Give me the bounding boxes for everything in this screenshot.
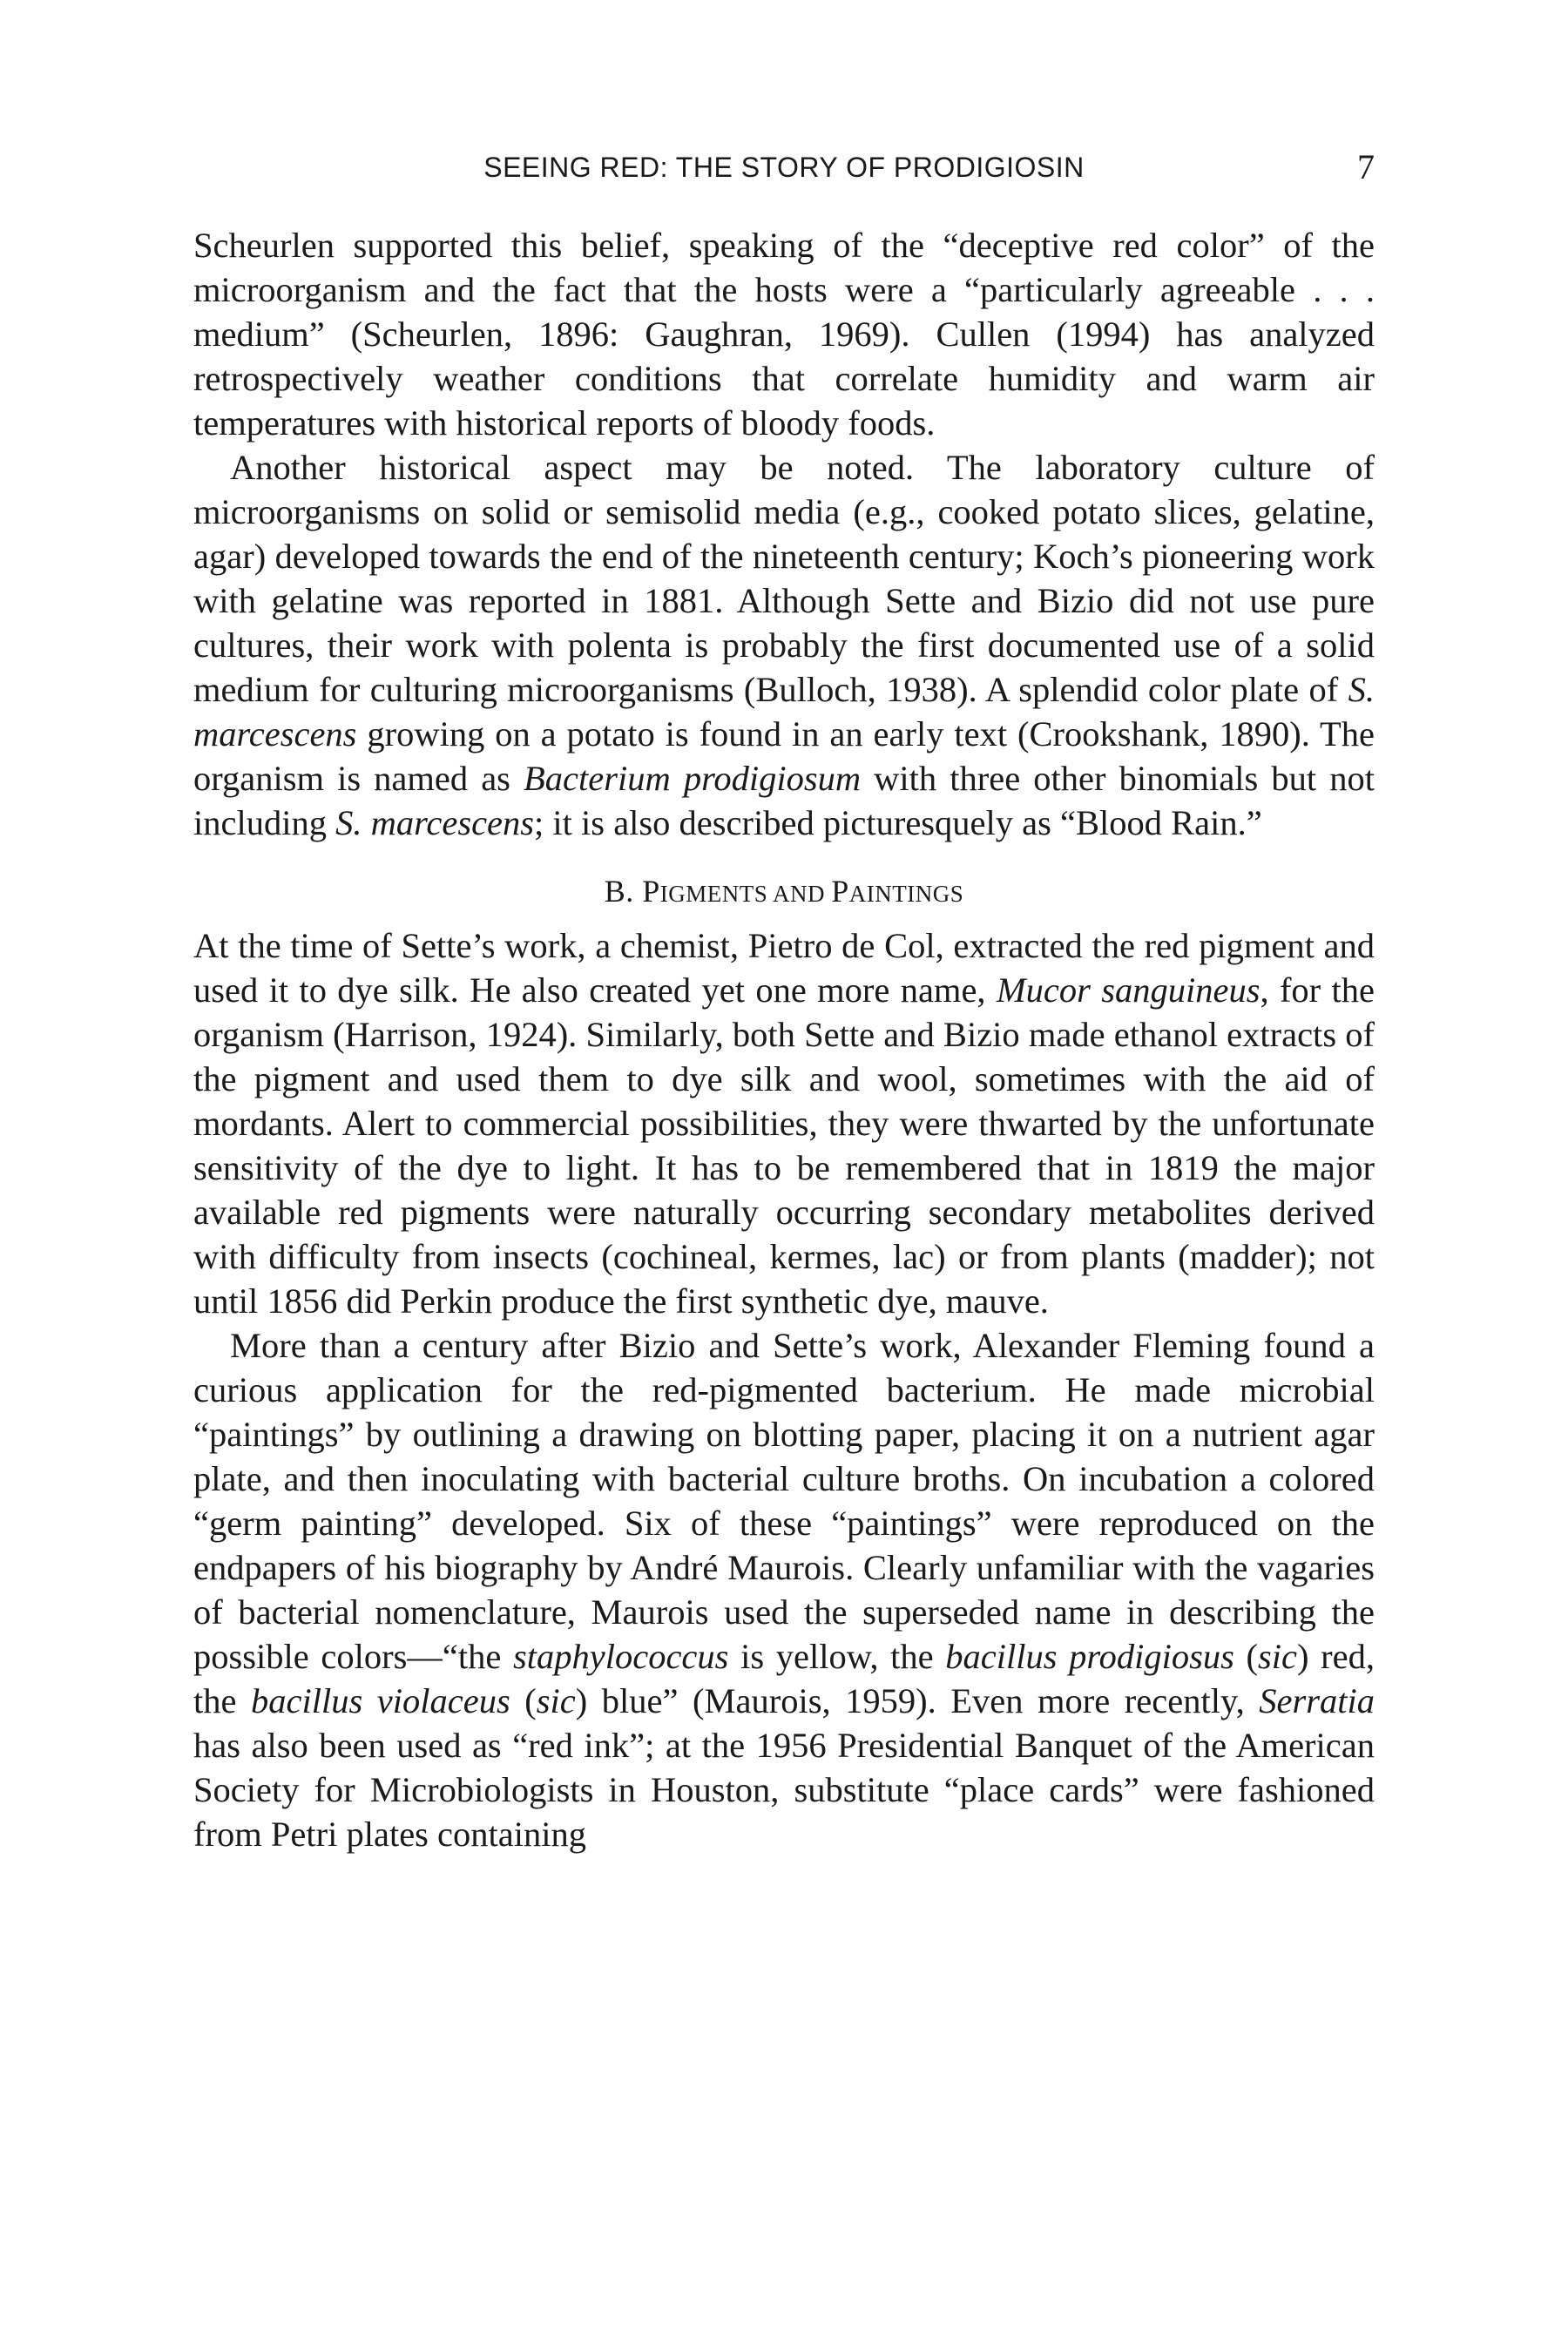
species-name: bacillus prodigiosus bbox=[945, 1637, 1234, 1676]
paragraph-2 bbox=[193, 445, 1375, 845]
running-head-title: SEEING RED: THE STORY OF PRODIGIOSIN bbox=[483, 152, 1085, 183]
species-name: S. marcescens bbox=[335, 803, 535, 842]
paragraph-4-text-3: ( bbox=[1233, 1637, 1259, 1676]
paragraph-4-text-5: ( bbox=[510, 1681, 537, 1720]
section-heading-cap: P bbox=[642, 874, 660, 909]
sic-note: sic bbox=[1258, 1637, 1298, 1676]
section-heading-small-caps: IGMENTS AND bbox=[659, 881, 832, 907]
species-name: staphylococcus bbox=[512, 1637, 729, 1676]
section-heading bbox=[193, 869, 1375, 916]
paragraph-4-text-6: ) blue” (Maurois, 1959). Even more recently, bbox=[575, 1681, 1260, 1720]
body-text bbox=[193, 223, 1375, 1856]
species-name: Bacterium prodigiosum bbox=[524, 759, 862, 798]
paragraph-1-text: Scheurlen supported this belief, speaking of the “deceptive red color” of the microorganism and the fact that the hosts were a “particularly agreeable . . . medium” (Scheurlen, 1896: Gaughran, 1969). Cullen (1994) has analyzed retrospectively weather conditions that correlate humidity and warm air temperatures with historical reports of bloody foods. bbox=[193, 226, 1375, 443]
species-name: bacillus violaceus bbox=[251, 1681, 510, 1720]
species-name: Mucor sanguineus bbox=[996, 970, 1260, 1010]
page-number: 7 bbox=[1357, 147, 1375, 186]
paragraph-2-text-3: with three other binomials but not including bbox=[193, 759, 1375, 842]
running-head bbox=[193, 146, 1375, 188]
paragraph-2-text-1: Another historical aspect may be noted. The laboratory culture of microorganisms on solid or semisolid media (e.g., cooked potato slices, gelatine, agar) developed towards the end of the nineteenth century; Koch’s pioneering work with gelatine was reported in 1881. Although Sette and Bizio did not use pure cultures, their work with polenta is probably the first documented use of a solid medium for culturing microorganisms (Bulloch, 1938). A splendid color plate of bbox=[193, 448, 1375, 709]
species-name: S. marcescens bbox=[193, 670, 1375, 754]
paragraph-2-text-4: ; it is also described picturesquely as “Blood Rain.” bbox=[534, 803, 1262, 842]
species-name: Serratia bbox=[1259, 1681, 1375, 1720]
paragraph-4-text-2: is yellow, the bbox=[728, 1637, 946, 1676]
sic-note: sic bbox=[536, 1681, 576, 1720]
paragraph-1 bbox=[193, 223, 1375, 445]
section-heading-small-caps: AINTINGS bbox=[848, 881, 964, 907]
paragraph-4-text-1: More than a century after Bizio and Sette’s work, Alexander Fleming found a curious application for the red-pigmented bacterium. He made microbial “paintings” by outlining a drawing on blotting paper, placing it on a nutrient agar plate, and then inoculating with bacterial culture broths. On incubation a colored “germ painting” developed. Six of these “paintings” were reproduced on the endpapers of his biography by André Maurois. Clearly unfamiliar with the vagaries of bacterial nomenclature, Maurois used the superseded name in describing the possible colors—“the bbox=[193, 1326, 1375, 1676]
paragraph-3 bbox=[193, 923, 1375, 1323]
section-heading-prefix: B. bbox=[604, 874, 643, 909]
paragraph-2-text-2: growing on a potato is found in an early text (Crookshank, 1890). The organism is named as bbox=[193, 714, 1375, 798]
paragraph-4-text-4: ) red, the bbox=[193, 1637, 1375, 1720]
paragraph-4-text-7: has also been used as “red ink”; at the 1956 Presidential Banquet of the American Society for Microbiologists in Houston, substitute “place cards” were fashioned from Petri plates containing bbox=[193, 1726, 1375, 1854]
paragraph-3-text-2: , for the organism (Harrison, 1924). Similarly, both Sette and Bizio made ethanol extracts of the pigment and used them to dye silk and wool, sometimes with the aid of mordants. Alert to commercial possibilities, they were thwarted by the unfortunate sensitivity of the dye to light. It has to be remembered that in 1819 the major available red pigments were naturally occurring secondary metabolites derived with difficulty from insects (cochineal, kermes, lac) or from plants (madder); not until 1856 did Perkin produce the first synthetic dye, mauve. bbox=[193, 970, 1375, 1321]
section-heading-cap: P bbox=[831, 874, 849, 909]
paragraph-3-text-1: At the time of Sette’s work, a chemist, Pietro de Col, extracted the red pigment and used it to dye silk. He also created yet one more name, bbox=[193, 926, 1375, 1010]
paragraph-4 bbox=[193, 1323, 1375, 1856]
